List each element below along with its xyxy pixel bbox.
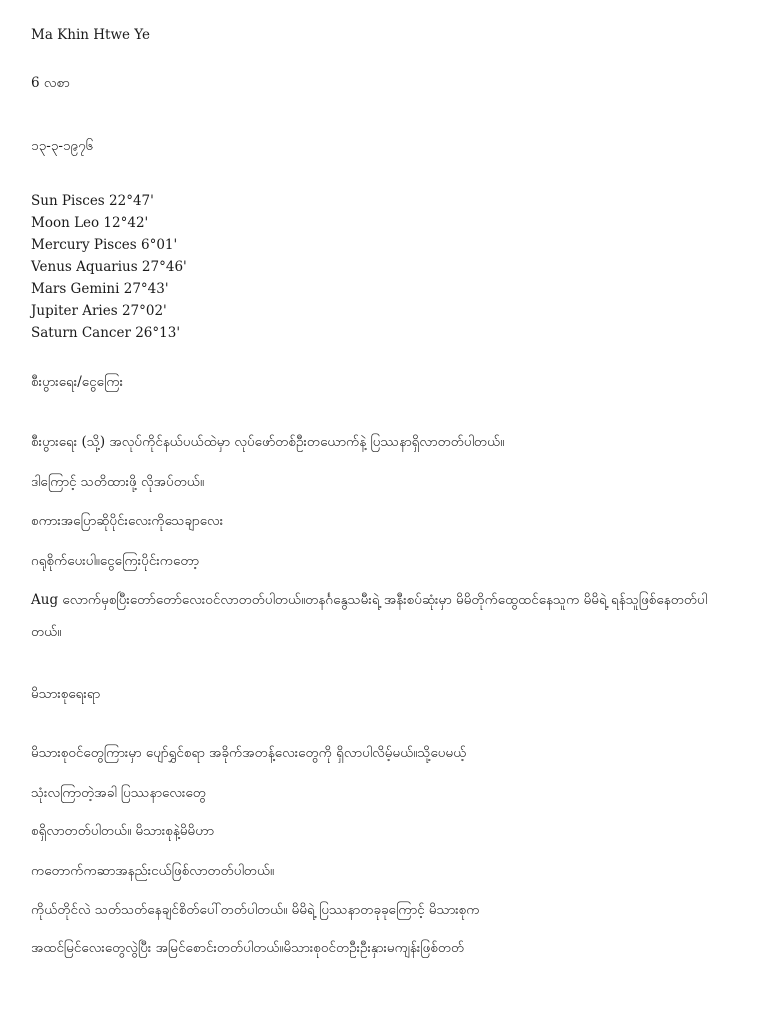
person-name: Ma Khin Htwe Ye — [31, 27, 151, 43]
family-paragraph: မိသားစုဝင်တွေကြားမှာ ပျော်ရွှင်စရာ အခိုက်အတန့်လေးတွေကို ရှိလာပါလိမ့်မယ်။သို့ပေမယ့် — [31, 745, 467, 761]
family-paragraph: ကတောက်ကဆာအနည်းငယ်ဖြစ်လာတတ်ပါတယ်။ — [31, 863, 275, 879]
age-text: 6 လစာ — [31, 75, 70, 91]
business-paragraph: ဂရုစိုက်ပေးပါ။ငွေကြေးပိုင်းကတော့ — [31, 553, 200, 569]
business-heading: စီးပွားရေး/ငွေကြေး — [31, 374, 124, 390]
family-paragraph: ကိုယ်တိုင်လဲ သတ်သတ်နေချင်စိတ်ပေါ်တတ်ပါတယ်။ မိမိရဲ့ ပြဿနာတခုခုကြောင့် မိသားစုက — [31, 902, 480, 918]
planet-line: Moon Leo 12°42' — [31, 215, 149, 231]
planet-line: Venus Aquarius 27°46' — [31, 259, 187, 275]
family-paragraph: စရှိလာတတ်ပါတယ်။ မိသားစုနဲ့မိမိဟာ — [31, 823, 215, 839]
business-paragraph: စီးပွားရေး (သို့) အလုပ်ကိုင်နယ်ပယ်ထဲမှာ လုပ်ဖော်တစ်ဦးတယောက်နဲ့ ပြဿနာရှိလာတတ်ပါတယ်။ — [31, 434, 505, 450]
planet-line: Saturn Cancer 26°13' — [31, 325, 181, 341]
business-paragraph: Aug လောက်မှစပြီးတော်တော်လေးဝင်လာတတ်ပါတယ်။တနင်္ဂနွေသမီးရဲ့ အနီးစပ်ဆုံးမှာ မိမိတိုက်ထွေထင်နေသူက မိမိရဲ့ ရန်သူဖြစ်နေတတ်ပါတယ်။ — [31, 592, 708, 640]
planet-line: Jupiter Aries 27°02' — [31, 303, 167, 319]
birth-date: ၁၃-၃-၁၉၇၆ — [31, 138, 94, 154]
planet-line: Sun Pisces 22°47' — [31, 193, 154, 209]
family-paragraph: သုံးလကြာတဲ့အခါ ပြဿနာလေးတွေ — [31, 785, 206, 801]
family-heading: မိသားစုရေးရာ — [31, 686, 101, 702]
business-paragraph: ဒါကြောင့် သတိထားဖို့ လိုအပ်တယ်။ — [31, 474, 205, 490]
business-paragraph: စကားအပြောဆိုပိုင်းလေးကိုသေချာလေး — [31, 513, 224, 529]
planet-line: Mars Gemini 27°43' — [31, 281, 169, 297]
planet-line: Mercury Pisces 6°01' — [31, 237, 178, 253]
family-paragraph: အထင်မြင်လေးတွေလွဲပြီး အမြင်စောင်းတတ်ပါတယ်။မိသားစုဝင်တဦးဦးနှားမကျန်းဖြစ်တတ် — [31, 940, 465, 956]
